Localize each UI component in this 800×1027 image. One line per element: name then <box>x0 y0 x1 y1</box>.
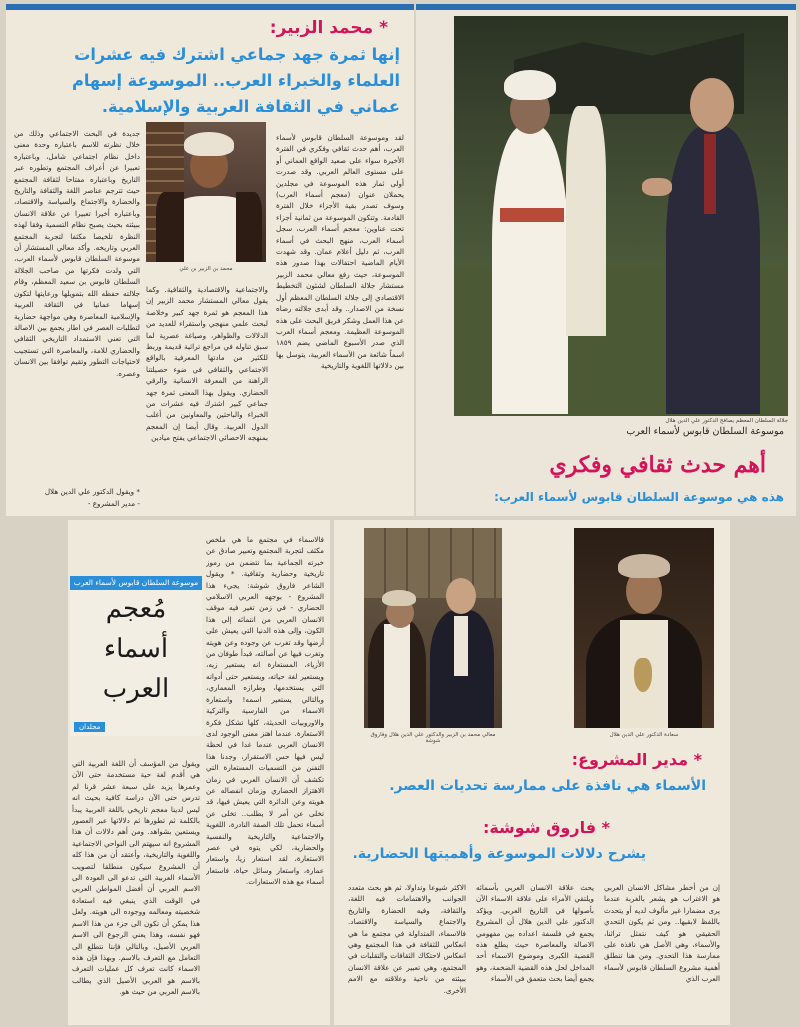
elder-turban-icon <box>382 590 416 606</box>
page-bottom-left <box>68 520 330 1025</box>
wood-panel <box>364 528 502 598</box>
handshake-hands <box>642 178 672 196</box>
article-column-left-bottom: ويقول من المؤسف أن اللغة العربية التي هي أقدم لغة حية مستخدمة حتى الآن وعمرها يزيد على سبعة عشر قرنا لم تدرس حتى الآن دراسة كافية بحيث انه ليس لدينا معجم تاريخي باللغة العربية يبدأ بالكلمة ثم تطورها ثم دلالاتها عبر العصور ويستعين بشواهد. ومن أهم دلالات أن هذا المشروع انه سيهتم الى النواحي الاجتماعية واللغوية والتاريخية، وأعتقد أن من هذا كله أن المشروع سيكون منطلقا لتصويب الأسماء العربية التي تدعو الى العودة الى الاسم العربي أن أفضل المواطن العربي في الوقت الذي ينبغي فيه استعادة شخصيته ومعالمه ووجوده الى هويته. ولعل هذا يمكن أن تكون الى جزء من هذا الاسم فهو نفسه، وهذا يعني الرجوع الى الاسم العربي الأصيل، وبالتالي فإننا نتطلع الى التعامل مع التعرف بالاسم. وبهذا فإن هذه الاسماء كانت تعرف كل عمليات التعرف بالاسم هو العربي الأصيل الذي يطالب بالاسم العربي من حيث هو. <box>72 759 200 997</box>
page-bottom-right <box>334 520 730 1025</box>
guest-face <box>690 78 734 132</box>
bisht-cloak-right <box>236 192 262 262</box>
elder-dishdasha <box>384 624 410 728</box>
turban-icon <box>184 132 234 156</box>
page-headline: إنها ثمرة جهد جماعي اشترك فيه عشرات العلماء والخبراء العرب.. الموسوعة إسهام عماني في الثقافة العربية والإسلامية. <box>71 45 400 116</box>
portrait-photo <box>146 122 266 262</box>
cover-title-2: أسماء <box>103 634 169 664</box>
article-column-right-bottom: فالاسماء في مجتمع ما هي ملخص مكثف لتجربة المجتمع وتعبير صادق عن خبرته الجماعية بما تتضمن من رموز تاريخية وحضارية وثقافية. * ويقول الشاعر فاروق شوشة: يجيء هذا المشروع - بوجهه العربي الاسلامي الحضاري - في زمن تغير فيه موقف الانسان العربي من انتمائه إلى هذا الكون، وإلى هذه الدنيا التي يعيش على أرضها وقد تغرب عن وجوده وعن هويته وتغرب فيها عن أصالته، فبدأ طوفان من الأزياء، المستعارة انه يستعير زيه، ويستعير لغة حياته، ويستعير حتى أدواته التي يستخدمها، وطرازه المعماري، وبالتالي يستعير اسمه! واستعارة الاسماء من الفارسية والتركية والاوروبيات الحديثة، كلها تشكل فكرة الاستعارة. عندما اهتز معنى الوجود لدى الانسان العربي عندما غدا في لحظة ليس فيها حس الاستقرار، وجدنا هذا التفنن من التسميات المستعارة التي تكشف أن الانسان العربي في زمان الاهتزاز الحضاري وزمان انفصاله عن هويته وعن الدائرة التي يعيش فيها، قد تخلى عن أمر لا يطلب.. تخلى عن أسماء تحمل تلك الصفة النادرة، اللغوية والاجتماعية والتاريخية والنفسية والحضارية، لكي يتوه في عصر الاستعارة، لقد استعار زيا، واستعار عمارة، واستعار وسائل حياة، فاستعار أسماء مع هذه الاستعارات. <box>206 535 324 887</box>
khanjar-dagger <box>634 658 652 692</box>
cover-title-1: مُعجم <box>105 594 167 624</box>
kicker: موسوعة السلطان قابوس لأسماء العرب <box>626 426 784 437</box>
sultan-sash <box>500 208 564 222</box>
attendant-robe <box>566 106 606 336</box>
portrait-caption: محمد بن الزبير بن علي <box>179 266 233 272</box>
article-column-right: لقد وموسوعة السلطان قابوس لأسماء العرب، أهم حدث ثقافي وفكري في الفترة الأخيرة سواء على صعيد الواقع العماني أو على مستوى العالم العربي. وقد صدرت أولى ثمار هذه الموسوعة في مجلدين يحملان عنوان (معجم أسماء العرب) وسوف تصدر بقية الأجزاء خلال الفترة القادمة. وتتكون الموسوعة من ثمانية أجزاء تحت عناوين: معجم أسماء العرب، سجل أسماء العرب، منهج البحث في أسماء العرب، ثم دليل أعلام عمان. وقد شهدت الأيام الماضية احتفالات بهذا صدور هذه الموسوعة، حيث رفع معالي محمد الزبير مستشار جلالة السلطان لشئون التخطيط الاقتصادي إلى جلالة السلطان المعظم أول نسخة من الاصدار.. وقد أبدى جلالته رضاه عن هذا العمل وشكر فريق البحث على هذه الموسوعة العظيمة. ومعجم أسماء العرب الذي صدر الأسبوع الماضي يضم ١٨٥٩ اسماً شائعة من الأسماء العربية، يتوسل بها بين دلالاتها اللغوية والتاريخية <box>276 133 404 371</box>
sub-headline: هذه هي موسوعة السلطان قابوس لأسماء العرب: <box>494 490 784 504</box>
cover-banner: موسوعة السلطان قابوس لأسماء العرب <box>70 576 202 590</box>
sultan-robe <box>492 126 568 414</box>
director-photo <box>574 528 714 728</box>
section2-headline: يشرح دلالات الموسوعة وأهميتها الحضارية. <box>352 846 646 862</box>
bisht-cloak <box>156 192 184 262</box>
director-caption: سعادة الدكتور علي الدين هلال <box>609 732 679 738</box>
handshake-photo <box>454 16 788 416</box>
group-photo <box>364 528 502 728</box>
book-cover <box>70 576 202 736</box>
article-column-2: يحث علاقة الانسان العربي بأسمائه ويلتقي الأمراء على علاقة الاسماء الآن بأصولها في التاريخ العربي. ويؤكد الدكتور علي الدين هلال أن المشروع يجمع في فلسفة اعداده بين مفهومي الاصالة والمعاصرة حيث يطلع هذه القضية الكبرى وموضوع الاسماء أحد المداخل لحل هذه القضية الضخمة، وهو يجمع أيضا بحث متعمق في الأسماء <box>476 883 594 984</box>
cover-volume-tag: مجلدان <box>74 722 105 732</box>
main-headline: أهم حدث ثقافي وفكري <box>549 452 766 478</box>
young-face <box>446 578 476 614</box>
page-top-left <box>6 4 414 516</box>
sultan-turban-icon <box>504 70 556 100</box>
speaker-label: * محمد الزبير: <box>269 18 388 38</box>
page-top-right <box>416 4 796 516</box>
byline: * ويقول الدكتور علي الدين هلال <box>44 487 140 496</box>
section1-label: * مدير المشروع: <box>571 750 702 769</box>
cover-title-3: العرب <box>102 674 170 704</box>
page-top-strip-right <box>416 4 796 10</box>
article-column-3: الاكثر شيوعا وتداولا، ثم هو بحث متعدد الجوانب والاهتمامات فيه اللغة، والثقافة، وفيه الحضارة والتاريخ والاجتماع والسياسة والاقتصاد. فالاسماء، المتداولة في مجتمع ما هي انعكاس للثقافة في هذا المجتمع وهي انعكاس لاحتكاك الثقافات والتقلبات في المجتمع، وهي تعبير عن علاقة الانسان ببيئته من ناحية وعلاقته مع الامم الأخرى. <box>348 883 466 995</box>
shirt-tie <box>704 134 716 214</box>
group-caption: معالي محمد بن الزبير والدكتور علي الدين هلال وفاروق شوشة <box>370 732 496 744</box>
page-top-strip <box>6 4 414 10</box>
byline-role: - مدير المشروع - <box>87 499 140 508</box>
article-column-1: إن من أخطر مشاكل الانسان العربي هو الاغتراب هو يشعر بالغربة عندما يرى مضمارا غير مألوف لديه أو يتحدث باللفظ لابقيها.. ومن ثم يكون التحدي الحقيقي هو كيف نتمثل تراثنا، والأسماء، وهي الأصل هي نافذة على ممارسة هذا التحدي. ومن هنا تنطلق أهمية مشروع السلطان قابوس لأسماء العرب الذي <box>604 883 720 984</box>
young-shirt <box>454 616 468 676</box>
article-column-left: جديدة في البحث الاجتماعي وذلك من خلال نظرته للاسم باعتباره وحدة معنى داخل نظام اجتماعي شامل، وباعتباره تعبيرا عن أعراف المجتمع وتطوره عبر التاريخ وباعتباره مفتاحا لثقافة المجتمع حيث تترجم عناصر اللغة والثقافة والتاريخ والحضارة والاجتماع والسياسة والاقتصاد، وباعتباره أخيرا تعبيرا عن علاقة الانسان ببيئته بحيث يصبح نظام التسمية وفقا لهذه النظرة تلخيصا مكثفا لتجربة المجتمع العربي وتاريخه. وأكد معالي المستشار أن موسوعة السلطان قابوس لأسماء العرب، التي ولدت فكرتها من صاحب الجلالة السلطان قابوس بن سعيد المعظم، وقام جلالته حفظه الله بتمويلها ورعايتها لتكون إسهاما عمانيا في الثقافة العربية والإسلامية المعاصرة وهي مواجهة حضارية لتطلبات العصر في اطار يجمع بين الاصالة التي تعني الاستمداد التاريخي الثقافي والحضاري للامة، والمعاصرة التي تستجيب لاحتياجات التطور وتقيم توافقا بين الانسان وعصره. <box>14 129 140 378</box>
director-turban-icon <box>618 554 670 578</box>
article-column-middle: والاجتماعية والاقتصادية والثقافية. وكما يقول معالي المستشار محمد الزبير إن هذا المعجم هو ثمرة جهد كبير وخلاصة لبحث علمي منهجي واستقراء للعديد من الدلالات والظواهر، وصياغة عصرية لما سبق تناوله في مراجع تراثية قديمة وربط للكثير من مادتها المعرفية بالواقع الاجتماعي والثقافي في ضوء حصيلتنا الراهنة من المعرفة الانسانية والرقي الحضاري. ويقول بهذا المعنى ثمرة جهد جماعي كبير اشترك فيه عشرات من الخبراء والباحثين والمعاونين من أغلب الدول العربية. وقال أيضا إن المعجم بمنهجه الاحصائي الاجتماعي يفتح ميادين <box>146 285 268 443</box>
handshake-caption: جلالة السلطان المعظم يصافح الدكتور علي الدين هلال <box>665 418 788 424</box>
section2-label: * فاروق شوشة: <box>482 818 610 837</box>
section1-headline: الأسماء هي نافذة على ممارسة تحديات العصر. <box>389 778 706 794</box>
